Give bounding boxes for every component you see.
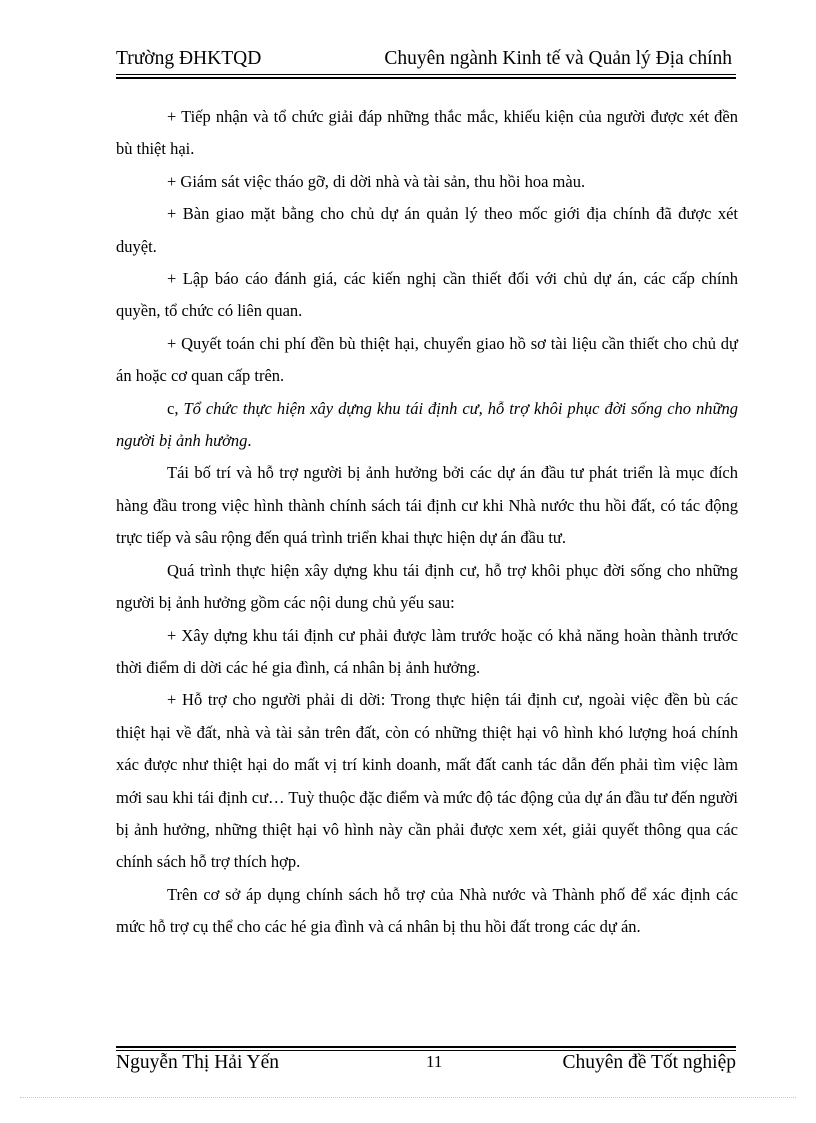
footer-author: Nguyễn Thị Hải Yến: [116, 1052, 280, 1073]
footer-report-type: Chuyên đề Tốt nghiệp: [562, 1052, 736, 1073]
paragraph-5: + Quyết toán chi phí đền bù thiệt hại, chuyển giao hồ sơ tài liệu cần thiết cho chủ dự án hoặc cơ quan cấp trên.: [116, 333, 738, 386]
header-school: Trường ĐHKTQD: [116, 48, 262, 69]
section-heading-c: [116, 393, 738, 458]
paragraph-11: Trên cơ sở áp dụng chính sách hỗ trợ của Nhà nước và Thành phố để xác định các mức hỗ trợ cụ thể cho các hé gia đình và cá nhân bị thu hồi đất trong các dự án.: [116, 884, 738, 937]
page-header: [116, 48, 736, 74]
section-heading-title: Tổ chức thực hiện xây dựng khu tái định cư, hỗ trợ khôi phục đời sống cho những người bị ảnh hưởng: [116, 398, 739, 451]
paragraph-4: + Lập báo cáo đánh giá, các kiến nghị cần thiết đối với chủ dự án, các cấp chính quyền, tổ chức có liên quan.: [116, 269, 738, 321]
header-rule-thick: [116, 77, 736, 79]
paragraph-2: + Giám sát việc tháo gỡ, di dời nhà và tài sản, thu hồi hoa màu.: [167, 171, 586, 191]
paragraph-9: + Xây dựng khu tái định cư phải được làm trước hoặc có khả năng hoàn thành trước thời điểm di dời các hé gia đình, cá nhân bị ảnh hưởng.: [116, 625, 738, 677]
header-rule-thin: [116, 74, 736, 75]
header-major: Chuyên ngành Kinh tế và Quản lý Địa chính: [384, 48, 732, 69]
paragraph-8: Quá trình thực hiện xây dựng khu tái định cư, hỗ trợ khôi phục đời sống cho những người bị ảnh hưởng gồm các nội dung chủ yếu sau:: [116, 560, 738, 613]
body-text: [116, 101, 738, 944]
footer-rule-thin: [116, 1050, 736, 1051]
paragraph-10: + Hỗ trợ cho người phải di dời: Trong thực hiện tái định cư, ngoài việc đền bù các thiệt hại về đất, nhà và tài sản trên đất, còn có những thiệt hại vô hình khó lượng hoá chính xác được như thiệt hại do mất vị trí kinh doanh, mất đất canh tác dẫn đến phải tìm việc làm mới sau khi tái định cư… Tuỳ thuộc đặc điểm và mức độ tác động của dự án đầu tư đến người bị ảnh hưởng, những thiệt hại vô hình này cần phải được xem xét, giải quyết thông qua các chính sách hỗ trợ thích hợp.: [116, 690, 738, 872]
page-number: 11: [426, 1052, 443, 1071]
paragraph-1: + Tiếp nhận và tổ chức giải đáp những thắc mắc, khiếu kiện của người được xét đền bù thiệt hại.: [116, 107, 738, 159]
section-heading-suffix: .: [247, 431, 252, 451]
page-footer: [116, 1052, 736, 1078]
paragraph-7: Tái bố trí và hỗ trợ người bị ảnh hưởng bởi các dự án đầu tư phát triển là mục đích hàng đầu trong việc hình thành chính sách tái định cư khi Nhà nước thu hồi đất, có tác động trực tiếp và sâu rộng đến quá trình triển khai thực hiện dự án đầu tư.: [116, 463, 738, 548]
paragraph-3: + Bàn giao mặt bằng cho chủ dự án quản lý theo mốc giới địa chính đã được xét duyệt.: [116, 204, 738, 256]
page-break-dots: [20, 1097, 796, 1098]
section-heading-prefix: c,: [167, 398, 184, 418]
footer-rule-thick: [116, 1046, 736, 1048]
